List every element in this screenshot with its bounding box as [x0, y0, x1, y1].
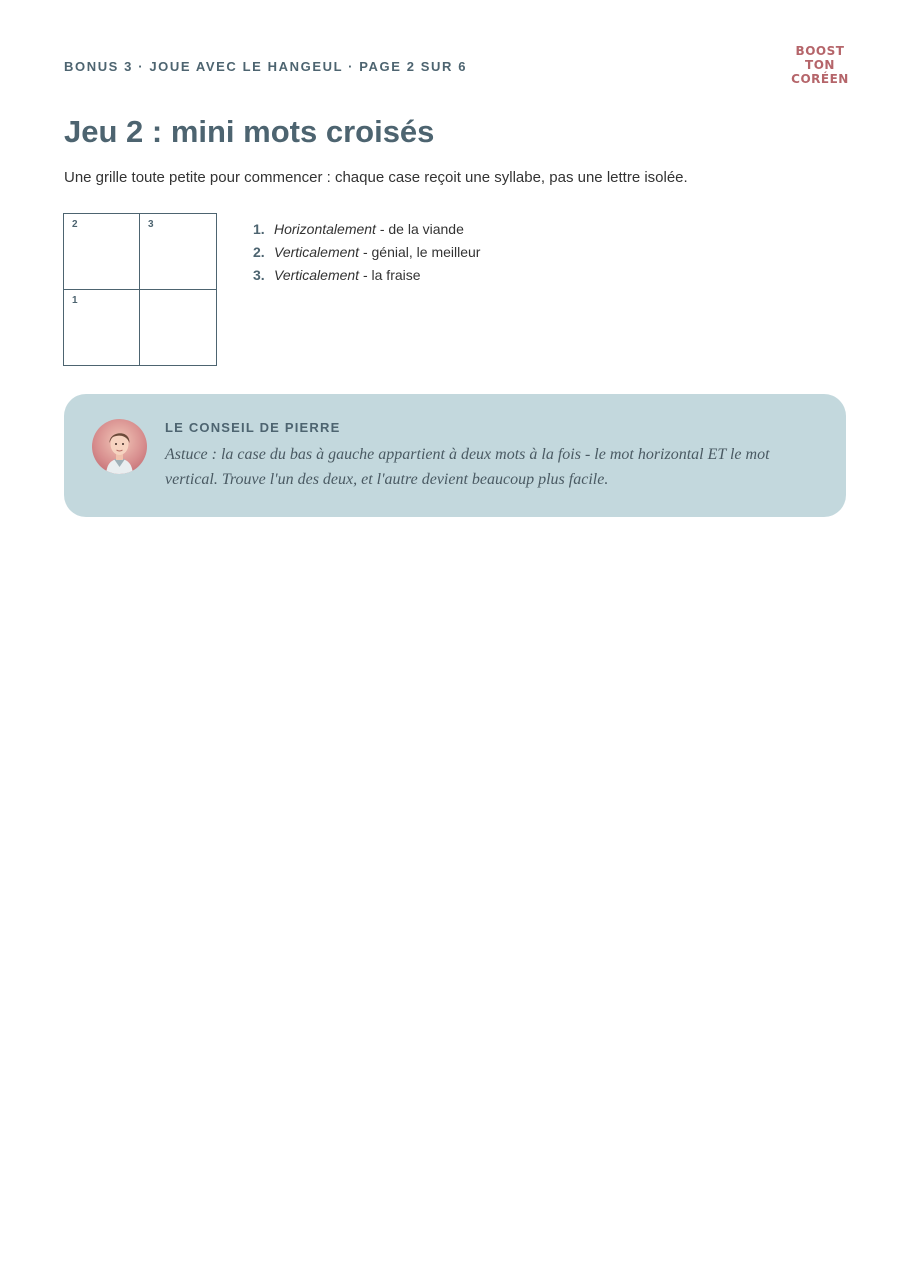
clue-direction: Verticalement [274, 244, 360, 260]
page-title: Jeu 2 : mini mots croisés [64, 114, 435, 149]
clue-item [253, 243, 480, 266]
clue-text: - la fraise [359, 267, 421, 283]
crossword-cell[interactable] [140, 214, 216, 290]
clue-number: 3. [253, 267, 265, 283]
clue-number: 1. [253, 221, 265, 237]
crossword-cell[interactable] [64, 290, 140, 366]
cell-number: 2 [72, 219, 78, 230]
intro-text: Une grille toute petite pour commencer : chaque case reçoit une syllabe, pas une lettre isolée. [64, 169, 688, 186]
logo-line: TON [805, 58, 835, 72]
clue-number: 2. [253, 244, 265, 260]
crossword-cell[interactable] [64, 214, 140, 290]
avatar [92, 419, 147, 474]
tip-text: Astuce : la case du bas à gauche appartient à deux mots à la fois - le mot horizontal ET le mot vertical. Trouve l'un des deux, et l'autre devient beaucoup plus facile. [165, 446, 770, 488]
logo-line: BOOST [795, 44, 845, 58]
tip-box [64, 394, 846, 517]
clue-item [253, 220, 480, 243]
tip-label: LE CONSEIL DE PIERRE [165, 420, 341, 435]
brand-logo [790, 44, 850, 90]
clue-text: - de la viande [375, 221, 464, 237]
clue-direction: Horizontalement [274, 221, 376, 237]
crossword-cell[interactable] [140, 290, 216, 366]
portrait-icon [92, 419, 147, 474]
crossword-grid [63, 213, 217, 366]
clue-text: - génial, le meilleur [359, 244, 481, 260]
logo-line: CORÉEN [791, 72, 849, 86]
clue-direction: Verticalement [274, 267, 360, 283]
cell-number: 3 [148, 219, 154, 230]
cell-number: 1 [72, 294, 78, 306]
clue-item [253, 266, 480, 289]
clue-list [253, 220, 480, 289]
running-header: BONUS 3 · JOUE AVEC LE HANGEUL · PAGE 2 SUR 6 [64, 59, 468, 74]
